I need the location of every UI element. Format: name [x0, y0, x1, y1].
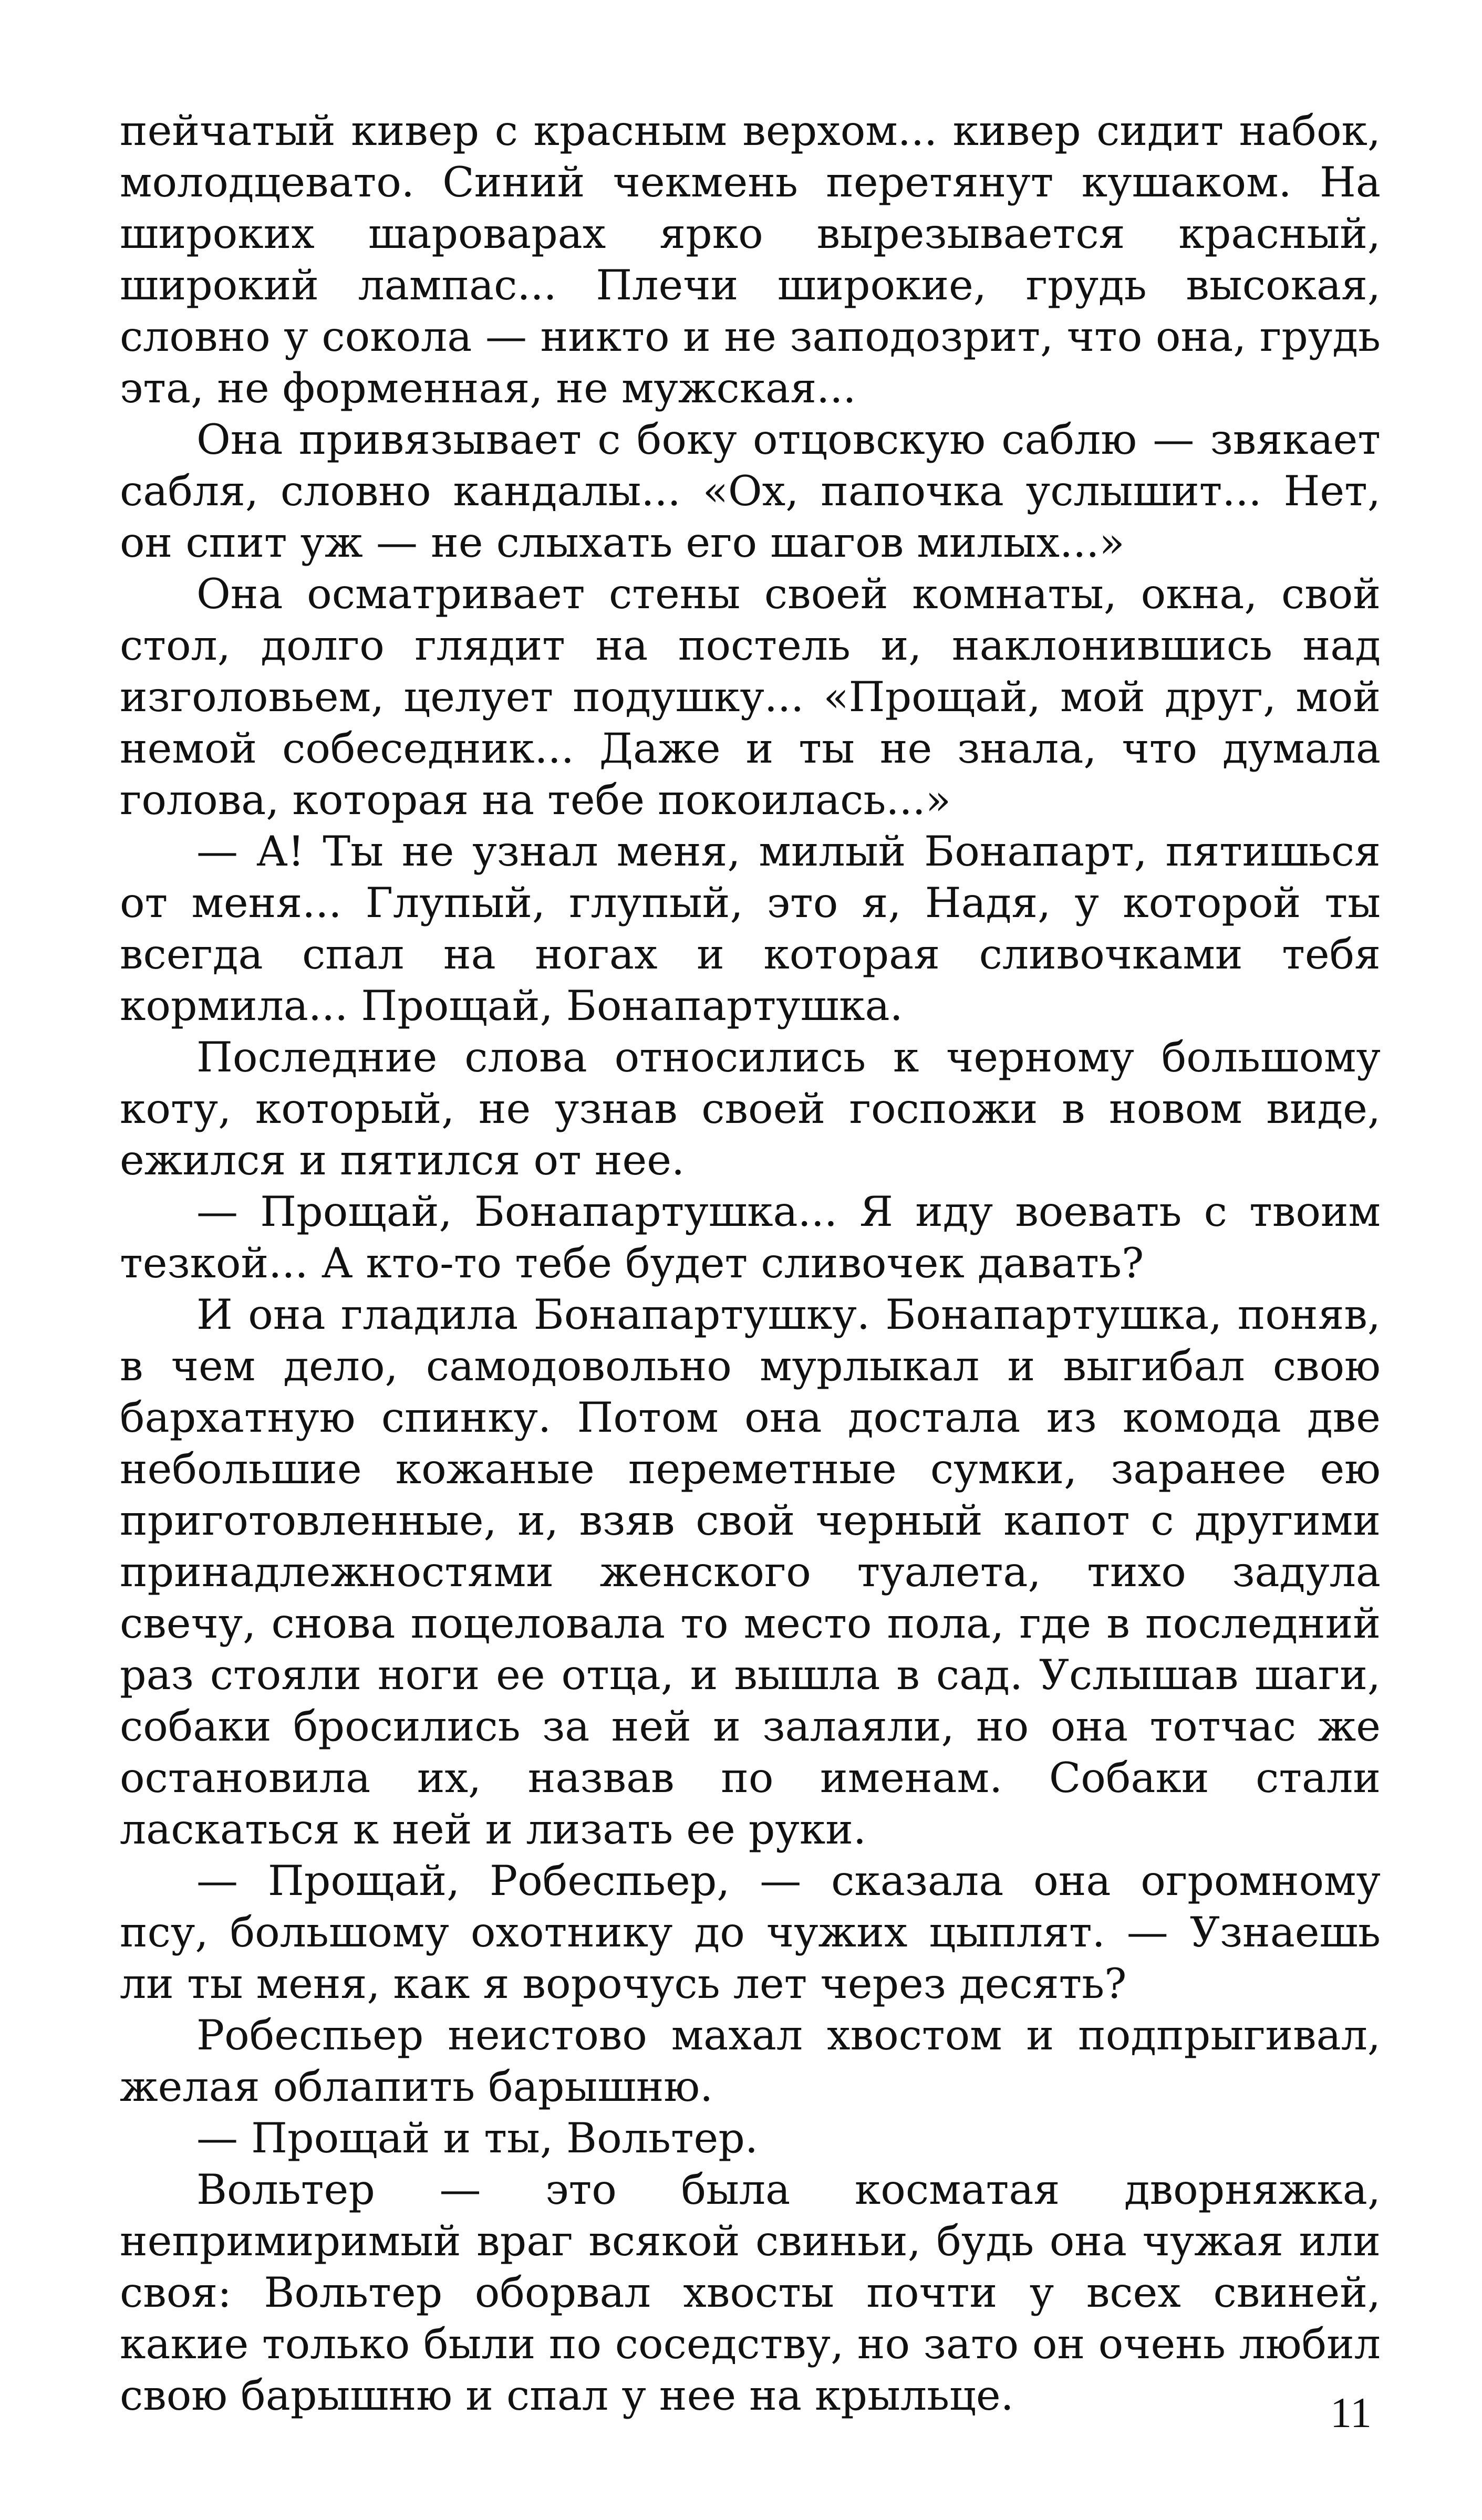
paragraph-3: Она осматривает стены своей комнаты, окна, свой стол, долго глядит на постель и, наклонившись над изголовьем, целует подушку... «Прощай, мой друг, мой немой собеседник... Даже и ты не знала, что думала голова, которая на тебе покоилась...»: [120, 570, 1381, 824]
paragraph-9: Робеспьер неистово махал хвостом и подпрыгивал, желая облапить барышню.: [120, 2011, 1381, 2111]
page-number: 11: [1330, 2389, 1372, 2436]
paragraph-6: — Прощай, Бонапартушка... Я иду воевать с твоим тезкой... А кто-то тебе будет сливочек давать?: [120, 1188, 1381, 1287]
paragraph-11: Вольтер — это была косматая дворняжка, непримиримый враг всякой свиньи, будь она чужая или своя: Вольтер оборвал хвосты почти у всех свиней, какие только были по соседству, но зато он очень любил свою барышню и спал у нее на крыльце.: [120, 2165, 1381, 2420]
paragraph-4: — А! Ты не узнал меня, милый Бонапарт, пятишься от меня... Глупый, глупый, это я, Надя, у которой ты всегда спал на ногах и которая сливочками тебя кормила... Прощай, Бонапартушка.: [120, 827, 1381, 1030]
paragraph-2: Она привязывает с боку отцовскую саблю — звякает сабля, словно кандалы... «Ох, папочка услышит... Нет, он спит уж — не слыхать его шагов милых...»: [120, 415, 1381, 567]
paragraph-1: пейчатый кивер с красным верхом... кивер сидит набок, молодцевато. Синий чекмень перетянут кушаком. На широких шароварах ярко вырезывается красный, широкий лампас... Плечи широкие, грудь высокая, словно у сокола — никто и не заподозрит, что она, грудь эта, не форменная, не мужская...: [120, 107, 1381, 412]
paragraph-7: И она гладила Бонапартушку. Бонапартушка, поняв, в чем дело, самодовольно мурлыкал и выгибал свою бархатную спинку. Потом она достала из комода две небольшие кожаные переметные сумки, заранее ею приготовленные, и, взяв свой черный капот с другими принадлежностями женского туалета, тихо задула свечу, снова поцеловала то место пола, где в последний раз стояли ноги ее отца, и вышла в сад. Услышав шаги, собаки бросились за ней и залаяли, но она тотчас же остановила их, назвав по именам. Собаки стали ласкаться к ней и лизать ее руки.: [120, 1290, 1381, 1853]
paragraph-5: Последние слова относились к черному большому коту, который, не узнав своей госпожи в новом виде, ежился и пятился от нее.: [120, 1033, 1381, 1184]
body-text: [120, 105, 1381, 2421]
paragraph-10: — Прощай и ты, Вольтер.: [196, 2114, 758, 2162]
paragraph-8: — Прощай, Робеспьер, — сказала она огромному псу, большому охотнику до чужих цыплят. — Узнаешь ли ты меня, как я ворочусь лет через десять?: [120, 1857, 1381, 2008]
